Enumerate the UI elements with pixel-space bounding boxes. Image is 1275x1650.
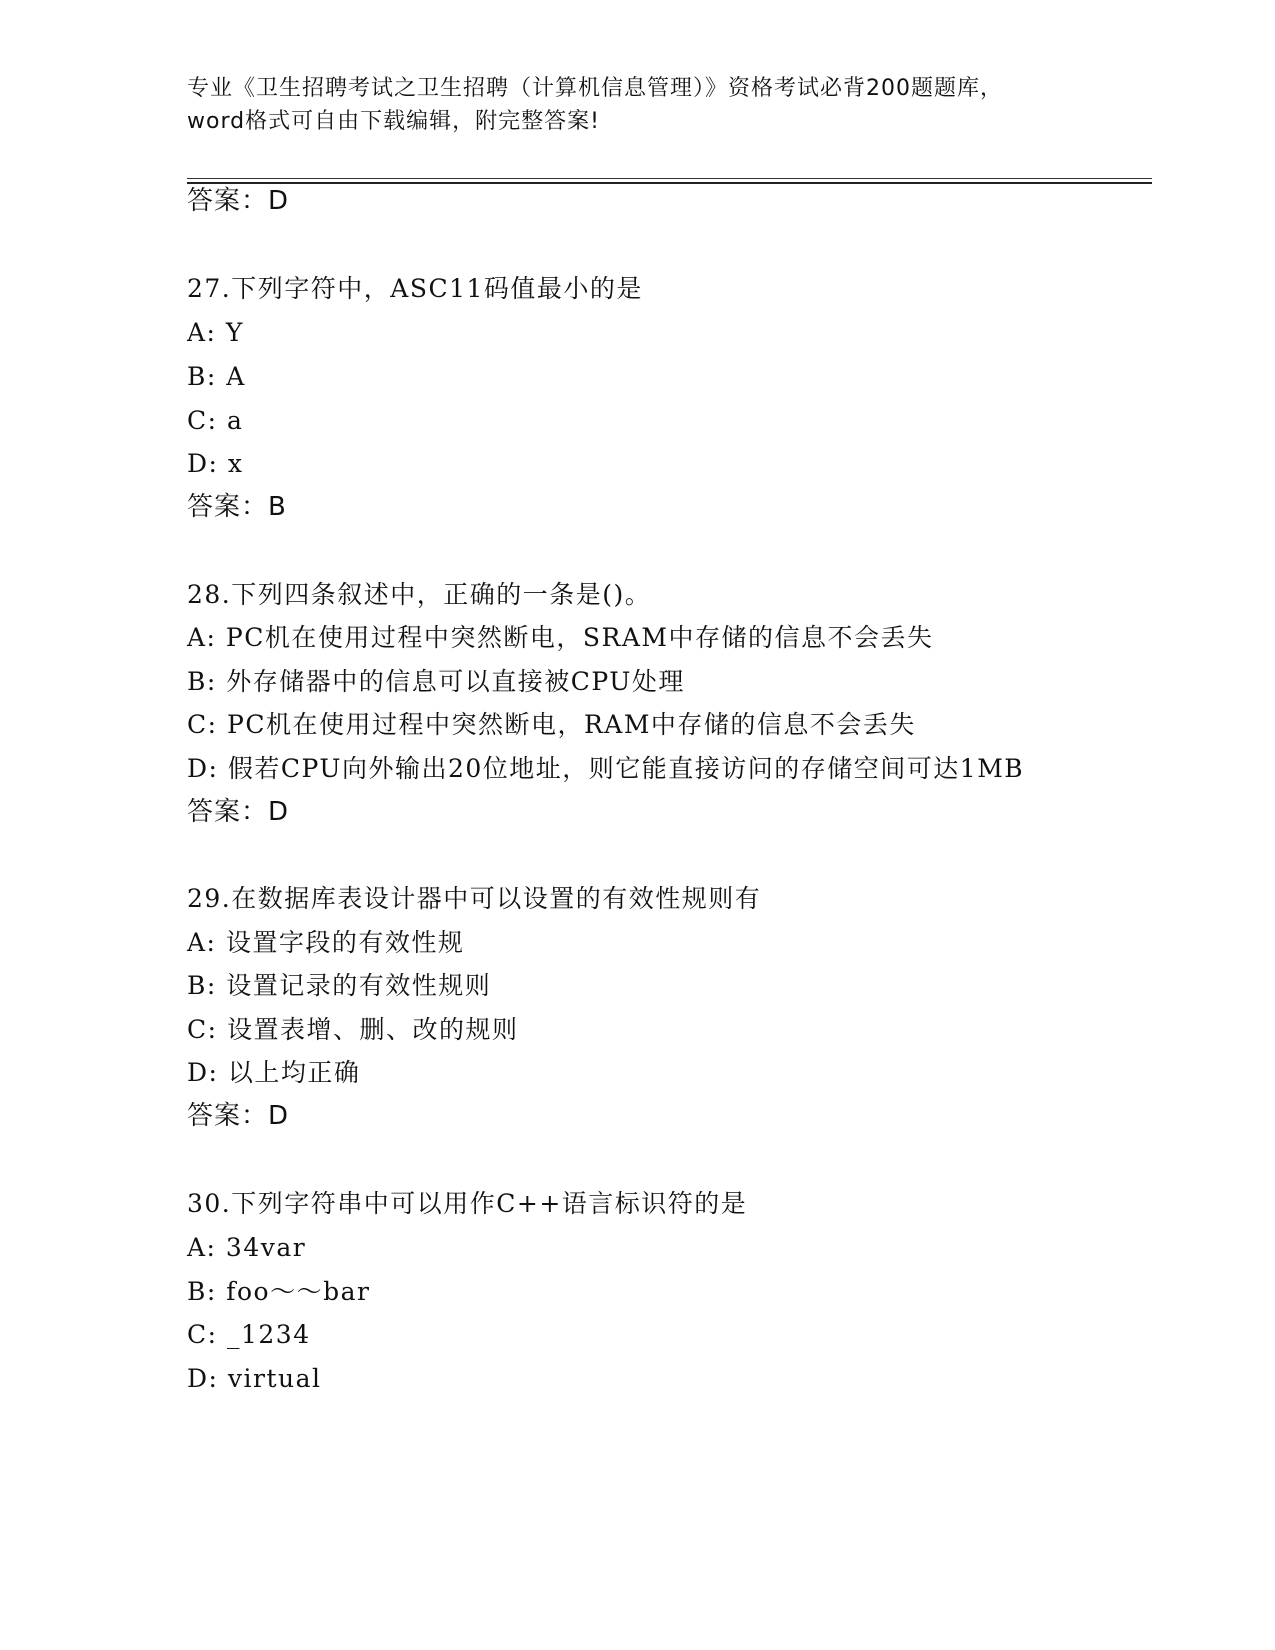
option-b: B: foo～～bar xyxy=(187,1277,371,1306)
document-header xyxy=(187,72,1087,138)
option-b: B: A xyxy=(187,362,246,391)
option-c: C: a xyxy=(187,406,244,435)
header-line-1: 专业《卫生招聘考试之卫生招聘（计算机信息管理）》资格考试必背200题题库， xyxy=(187,76,1003,101)
question-stem: 29.在数据库表设计器中可以设置的有效性规则有 xyxy=(187,884,762,913)
header-line-2: word格式可自由下载编辑，附完整答案! xyxy=(187,109,600,134)
question-stem: 28.下列四条叙述中，正确的一条是()。 xyxy=(187,580,652,609)
option-d: D: 以上均正确 xyxy=(187,1058,361,1087)
option-d: D: x xyxy=(187,449,244,478)
option-c: C: _1234 xyxy=(187,1320,311,1349)
answer-line: 答案：D xyxy=(187,1101,290,1131)
option-a: A: 34var xyxy=(187,1233,307,1262)
question-stem: 27.下列字符中，ASC11码值最小的是 xyxy=(187,274,643,303)
header-divider-thick xyxy=(187,182,1152,184)
answer-line: 答案：D xyxy=(187,797,290,827)
option-c: C: PC机在使用过程中突然断电，RAM中存储的信息不会丢失 xyxy=(187,710,916,739)
option-a: A: 设置字段的有效性规 xyxy=(187,928,465,957)
answer-line: 答案：B xyxy=(187,492,287,522)
option-a: A: Y xyxy=(187,318,244,347)
option-a: A: PC机在使用过程中突然断电，SRAM中存储的信息不会丢失 xyxy=(187,623,934,652)
option-d: D: 假若CPU向外输出20位地址，则它能直接访问的存储空间可达1MB xyxy=(187,754,1025,783)
option-c: C: 设置表增、删、改的规则 xyxy=(187,1015,519,1044)
answer-line: 答案：D xyxy=(187,186,290,216)
question-stem: 30.下列字符串中可以用作C++语言标识符的是 xyxy=(187,1189,748,1218)
option-b: B: 外存储器中的信息可以直接被CPU处理 xyxy=(187,667,685,696)
header-divider-thin xyxy=(187,178,1152,179)
option-b: B: 设置记录的有效性规则 xyxy=(187,971,492,1000)
option-d: D: virtual xyxy=(187,1364,322,1393)
